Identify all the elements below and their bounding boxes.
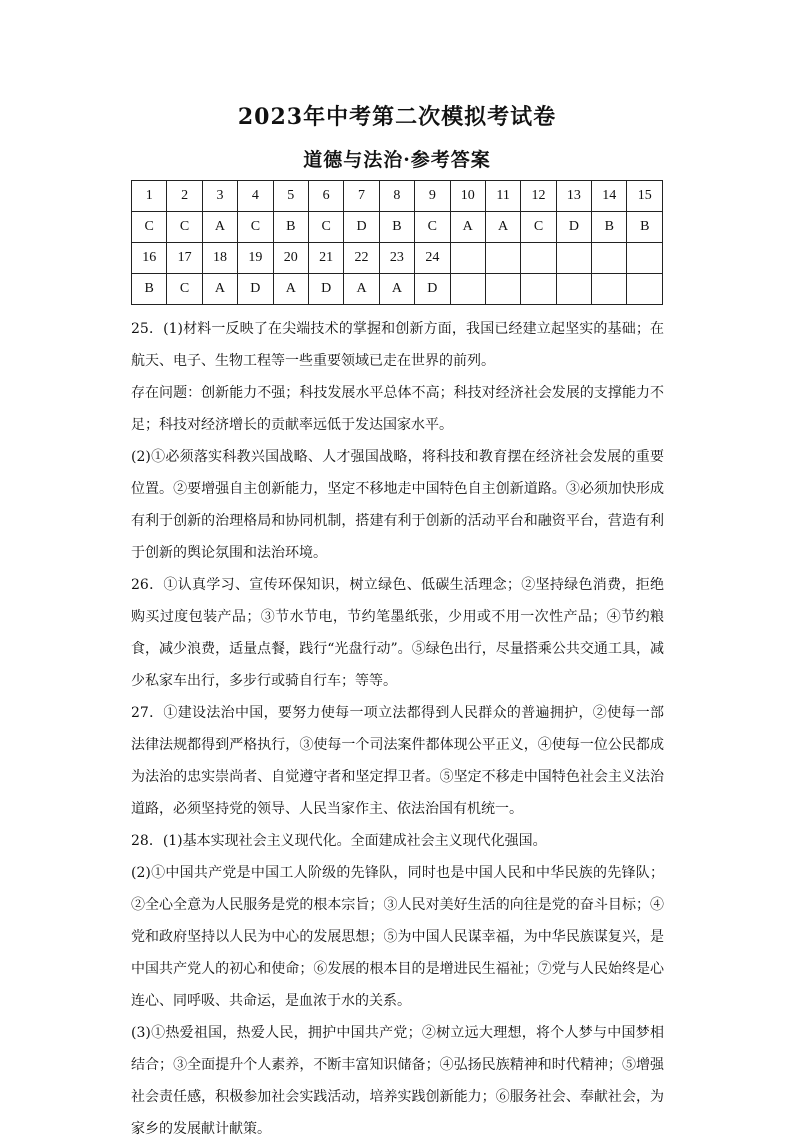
- answer-letter-cell: C: [521, 212, 556, 243]
- answer-letter-cell: A: [344, 274, 379, 305]
- answer-paragraph: 26．①认真学习、宣传环保知识，树立绿色、低碳生活理念；②坚持绿色消费，拒绝购买过度包装产品；③节水节电，节约笔墨纸张，少用或不用一次性产品；④节约粮食，减少浪费，适量点餐，践行“光盘行动”。⑤绿色出行，尽量搭乘公共交通工具，减少私家车出行，多步行或骑自行车；等等。: [131, 577, 664, 689]
- question-number-cell: 4: [238, 181, 273, 212]
- question-number-cell: [485, 243, 520, 274]
- question-number-cell: [556, 243, 591, 274]
- answer-letter-cell: C: [167, 274, 202, 305]
- answer-letter-row: [132, 274, 663, 305]
- question-number-cell: [627, 243, 663, 274]
- question-number-cell: 18: [202, 243, 237, 274]
- answer-letter-cell: [592, 274, 627, 305]
- answer-letter-cell: D: [238, 274, 273, 305]
- question-number-cell: 11: [485, 181, 520, 212]
- answer-paragraph: 27．①建设法治中国，要努力使每一项立法都得到人民群众的普遍拥护，②使每一部法律法规都得到严格执行，③使每一个司法案件都体现公平正义，④使每一位公民都成为法治的忠实崇尚者、自觉遵守者和坚定捍卫者。⑤坚定不移走中国特色社会主义法治道路，必须坚持党的领导、人民当家作主、依法治国有机统一。: [131, 705, 664, 817]
- question-number-row: [132, 181, 663, 212]
- question-number-cell: 9: [415, 181, 450, 212]
- question-number-cell: 17: [167, 243, 202, 274]
- question-number-cell: 14: [592, 181, 627, 212]
- answer-letter-cell: B: [627, 212, 663, 243]
- answer-letter-cell: B: [273, 212, 308, 243]
- question-number-cell: 19: [238, 243, 273, 274]
- question-number-cell: [450, 243, 485, 274]
- answer-letter-cell: D: [308, 274, 343, 305]
- question-number-cell: 2: [167, 181, 202, 212]
- question-number-cell: 3: [202, 181, 237, 212]
- answer-letter-cell: [627, 274, 663, 305]
- answer-letter-cell: B: [132, 274, 167, 305]
- answer-letter-cell: A: [202, 212, 237, 243]
- page-title: 2023年中考第二次模拟考试卷: [237, 104, 557, 130]
- question-number-cell: 23: [379, 243, 414, 274]
- question-number-cell: 1: [132, 181, 167, 212]
- answer-letter-cell: B: [379, 212, 414, 243]
- question-number-cell: 7: [344, 181, 379, 212]
- answer-letter-cell: C: [415, 212, 450, 243]
- question-number-cell: 8: [379, 181, 414, 212]
- answer-letter-cell: D: [415, 274, 450, 305]
- answer-letter-cell: [450, 274, 485, 305]
- answer-letter-cell: C: [167, 212, 202, 243]
- answer-letter-cell: [521, 274, 556, 305]
- question-number-cell: 16: [132, 243, 167, 274]
- answer-letter-cell: A: [273, 274, 308, 305]
- question-number-cell: 21: [308, 243, 343, 274]
- answer-letter-row: [132, 212, 663, 243]
- answer-paragraph: (2)①必须落实科教兴国战略、人才强国战略，将科技和教育摆在经济社会发展的重要位置。②要增强自主创新能力，坚定不移地走中国特色自主创新道路。③必须加快形成有利于创新的治理格局和协同机制，搭建有利于创新的活动平台和融资平台，营造有利于创新的舆论氛围和法治环境。: [131, 449, 664, 561]
- answer-paragraph: 25．(1)材料一反映了在尖端技术的掌握和创新方面，我国已经建立起坚实的基础；在航天、电子、生物工程等一些重要领域已走在世界的前列。: [131, 321, 664, 369]
- answer-letter-cell: C: [308, 212, 343, 243]
- answer-paragraph: 存在问题：创新能力不强；科技发展水平总体不高；科技对经济社会发展的支撑能力不足；科技对经济增长的贡献率远低于发达国家水平。: [131, 385, 664, 433]
- answer-content: [131, 313, 664, 1145]
- question-number-cell: 15: [627, 181, 663, 212]
- answer-letter-cell: [556, 274, 591, 305]
- question-number-cell: 5: [273, 181, 308, 212]
- question-number-cell: 13: [556, 181, 591, 212]
- answer-letter-cell: A: [485, 212, 520, 243]
- answer-letter-cell: A: [379, 274, 414, 305]
- answer-letter-cell: C: [238, 212, 273, 243]
- answer-letter-cell: A: [450, 212, 485, 243]
- question-number-cell: [592, 243, 627, 274]
- question-number-cell: 24: [415, 243, 450, 274]
- question-number-cell: 10: [450, 181, 485, 212]
- answer-letter-cell: C: [132, 212, 167, 243]
- answer-letter-cell: A: [202, 274, 237, 305]
- answer-letter-cell: [485, 274, 520, 305]
- answer-paragraph: (3)①热爱祖国，热爱人民，拥护中国共产党；②树立远大理想，将个人梦与中国梦相结合；③全面提升个人素养，不断丰富知识储备；④弘扬民族精神和时代精神；⑤增强社会责任感，积极参加社会实践活动，培养实践创新能力；⑥服务社会、奉献社会，为家乡的发展献计献策。: [131, 1025, 664, 1137]
- page-subtitle: 道德与法治·参考答案: [303, 149, 491, 171]
- question-number-row: [132, 243, 663, 274]
- answer-letter-cell: B: [592, 212, 627, 243]
- answer-paragraph: 28．(1)基本实现社会主义现代化。全面建成社会主义现代化强国。: [131, 833, 547, 849]
- question-number-cell: 6: [308, 181, 343, 212]
- answer-letter-cell: D: [344, 212, 379, 243]
- answer-table: [131, 180, 663, 305]
- question-number-cell: 22: [344, 243, 379, 274]
- question-number-cell: 20: [273, 243, 308, 274]
- answer-letter-cell: D: [556, 212, 591, 243]
- answer-paragraph: (2)①中国共产党是中国工人阶级的先锋队，同时也是中国人民和中华民族的先锋队；②全心全意为人民服务是党的根本宗旨；③人民对美好生活的向往是党的奋斗目标；④党和政府坚持以人民为中心的发展思想；⑤为中国人民谋幸福，为中华民族谋复兴，是中国共产党人的初心和使命；⑥发展的根本目的是增进民生福祉；⑦党与人民始终是心连心、同呼吸、共命运，是血浓于水的关系。: [131, 865, 664, 1009]
- question-number-cell: 12: [521, 181, 556, 212]
- question-number-cell: [521, 243, 556, 274]
